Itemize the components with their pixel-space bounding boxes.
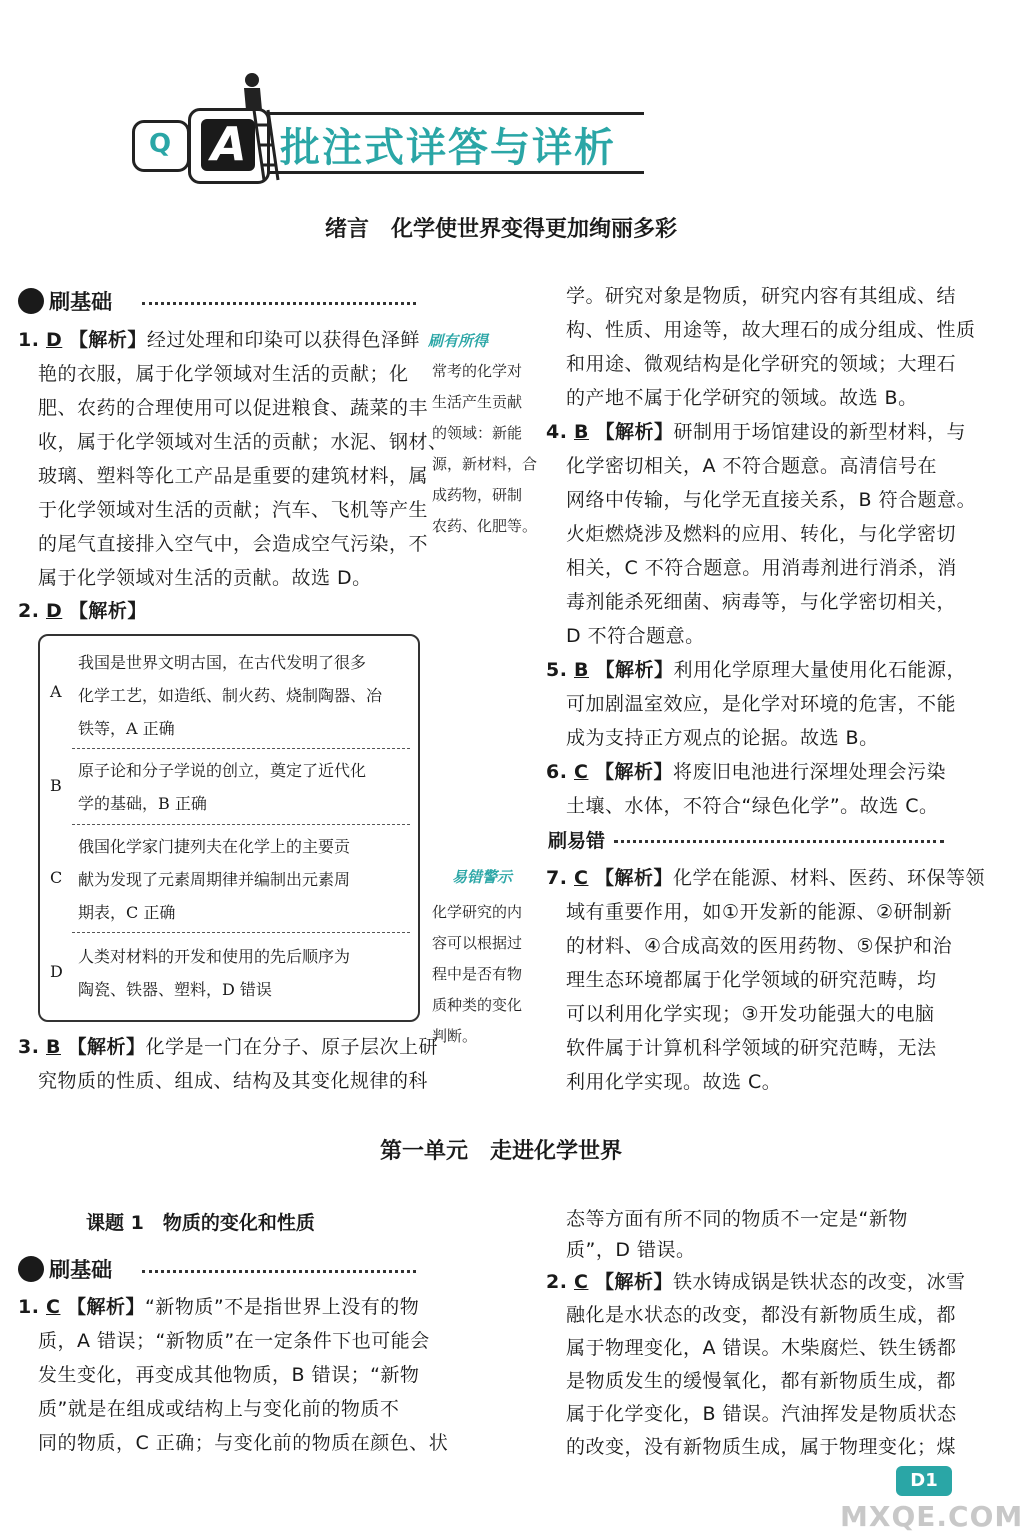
dotted-divider <box>142 302 416 305</box>
note-tip-title: 刷有所得 <box>428 332 489 350</box>
intro-q3-continued: 学。研究对象是物质，研究内容有其组成、结 <box>566 285 957 307</box>
intro-q7-first-line: 7. C 【解析】化学在能源、材料、医药、环保等领 <box>546 867 986 889</box>
analysis-table <box>38 634 420 1022</box>
unit1-q1-line: 质，A 错误；“新物质”在一定条件下也可能会 <box>38 1330 430 1352</box>
note-tip-line: 源，新材料，合 <box>432 455 538 473</box>
intro-q3-continued: 的产地不属于化学研究的领域。故选 B。 <box>566 387 918 409</box>
unit1-q1-first-line: 1. C 【解析】“新物质”不是指世界上没有的物 <box>18 1296 420 1318</box>
intro-q5-line: 成为支持正方观点的论据。故选 B。 <box>566 727 879 749</box>
intro-q5-first-line: 5. B 【解析】利用化学原理大量使用化石能源， <box>546 659 967 681</box>
intro-title: 绪言 化学使世界变得更加绚丽多彩 <box>324 217 677 242</box>
unit1-q2-line: 属于化学变化，B 错误。汽油挥发是物质状态 <box>566 1403 957 1425</box>
table-row-label: D <box>50 962 63 981</box>
intro-q3-line: 究物质的性质、组成、结构及其变化规律的科 <box>38 1070 429 1092</box>
intro-q1-first-line: 1. D 【解析】经过处理和印染可以获得色泽鲜 <box>18 329 420 351</box>
unit1-q1-continued: 态等方面有所不同的物质不一定是“新物 <box>566 1208 908 1230</box>
intro-q4-first-line: 4. B 【解析】研制用于场馆建设的新型材料，与 <box>546 421 967 443</box>
table-row-text: 俄国化学家门捷列夫在化学上的主要贡 <box>78 837 351 856</box>
unit1-q1-line: 质”就是在组成或结构上与变化前的物质不 <box>38 1398 400 1420</box>
section-label-mistakes: 刷易错 <box>548 830 606 852</box>
intro-q4-line: 火炬燃烧涉及燃料的应用、转化，与化学密切 <box>566 523 957 545</box>
intro-q3-continued: 和用途、微观结构是化学研究的领域；大理石 <box>566 353 957 375</box>
intro-q1-line: 收，属于化学领域对生活的贡献；水泥、钢材、 <box>38 431 448 453</box>
note-warning-title: 易错警示 <box>452 868 513 886</box>
note-warning-line: 质种类的变化 <box>432 996 523 1014</box>
unit1-q2-line: 的改变，没有新物质生成，属于物理变化；煤 <box>566 1436 957 1458</box>
header-banner <box>128 70 648 190</box>
section-label-basics: 刷基础 <box>18 1254 112 1284</box>
table-row-label: A <box>50 682 62 701</box>
q-bubble <box>132 120 190 172</box>
intro-q1-line: 的尾气直接排入空气中，会造成空气污染，不 <box>38 533 429 555</box>
unit1-q2-line: 是物质发生的缓慢氧化，都有新物质生成，都 <box>566 1370 957 1392</box>
unit1-q1-line: 发生变化，再变成其他物质，B 错误；“新物 <box>38 1364 420 1386</box>
intro-q1-line: 艳的衣服，属于化学领域对生活的贡献；化 <box>38 363 409 385</box>
intro-q1-line: 于化学领域对生活的贡献；汽车、飞机等产生 <box>38 499 429 521</box>
intro-q7-line: 理生态环境都属于化学领域的研究范畴，均 <box>566 969 937 991</box>
intro-q4-line: 相关，C 不符合题意。用消毒剂进行消杀，消 <box>566 557 957 579</box>
intro-q7-line: 利用化学实现。故选 C。 <box>566 1071 782 1093</box>
note-tip-line: 的领域：新能 <box>432 424 523 442</box>
table-row-label: B <box>50 776 62 795</box>
intro-q7-line: 的材料、④合成高效的医用药物、⑤保护和治 <box>566 935 953 957</box>
a-letter: A <box>211 117 247 171</box>
note-warning-line: 程中是否有物 <box>432 965 523 983</box>
page-number: D1 <box>896 1466 952 1496</box>
banner-title: 批注式详答与详析 <box>280 125 616 171</box>
dotted-divider <box>142 1270 416 1273</box>
table-row-text: 铁等，A 正确 <box>78 719 175 738</box>
intro-q7-line: 软件属于计算机科学领域的研究范畴，无法 <box>566 1037 937 1059</box>
unit-title: 第一单元 走进化学世界 <box>379 1139 622 1164</box>
table-row-divider <box>72 824 410 825</box>
intro-q6-first-line: 6. C 【解析】将废旧电池进行深埋处理会污染 <box>546 761 947 783</box>
table-row-text: 人类对材料的开发和使用的先后顺序为 <box>78 947 351 966</box>
intro-q7-line: 域有重要作用，如①开发新的能源、②研制新 <box>566 901 953 923</box>
table-row-text: 期表，C 正确 <box>78 903 176 922</box>
note-warning-line: 化学研究的内 <box>432 903 523 921</box>
table-row-text: 陶瓷、铁器、塑料，D 错误 <box>78 980 272 999</box>
unit1-q1-line: 同的物质，C 正确；与变化前的物质在颜色、状 <box>38 1432 449 1454</box>
unit1-q2-line: 融化是水状态的改变，都没有新物质生成，都 <box>566 1304 957 1326</box>
section-label-basics: 刷基础 <box>18 286 112 316</box>
note-tip-line: 农药、化肥等。 <box>432 517 538 535</box>
note-tip-line: 常考的化学对 <box>432 362 523 380</box>
intro-q4-line: D 不符合题意。 <box>566 625 705 647</box>
intro-q4-line: 网络中传输，与化学无直接关系，B 符合题意。 <box>566 489 977 511</box>
note-warning-line: 判断。 <box>432 1027 478 1045</box>
table-row-divider <box>72 748 410 749</box>
dotted-divider <box>614 840 944 843</box>
intro-q1-line: 玻璃、塑料等化工产品是重要的建筑材料，属 <box>38 465 429 487</box>
lesson-title: 课题 1 物质的变化和性质 <box>86 1212 315 1234</box>
intro-q3-first-line: 3. B 【解析】化学是一门在分子、原子层次上研 <box>18 1036 439 1058</box>
unit1-q2-line: 属于物理变化，A 错误。木柴腐烂、铁生锈都 <box>566 1337 957 1359</box>
intro-q2-heading: 2. D 【解析】 <box>18 600 147 622</box>
unit1-q1-continued: 质”，D 错误。 <box>566 1239 696 1261</box>
table-row-text: 我国是世界文明古国，在古代发明了很多 <box>78 653 367 672</box>
note-tip-line: 成药物，研制 <box>432 486 523 504</box>
note-warning-line: 容可以根据过 <box>432 934 523 952</box>
intro-q7-line: 可以利用化学实现；③开发功能强大的电脑 <box>566 1003 935 1025</box>
table-row-text: 化学工艺，如造纸、制火药、烧制陶器、冶 <box>78 686 383 705</box>
q-letter: Q <box>149 129 172 159</box>
intro-q6-line: 土壤、水体，不符合“绿色化学”。故选 C。 <box>566 795 939 817</box>
table-row-text: 学的基础，B 正确 <box>78 794 207 813</box>
watermark: MXQE.COM <box>840 1500 1023 1533</box>
table-row-text: 献为发现了元素周期律并编制出元素周 <box>78 870 351 889</box>
intro-q3-continued: 构、性质、用途等，故大理石的成分组成、性质 <box>566 319 976 341</box>
brush-icon <box>18 1256 44 1282</box>
table-row-text: 原子论和分子学说的创立，奠定了近代化 <box>78 761 367 780</box>
note-tip-line: 生活产生贡献 <box>432 393 523 411</box>
intro-q1-line: 属于化学领域对生活的贡献。故选 D。 <box>38 567 372 589</box>
intro-q5-line: 可加剧温室效应，是化学对环境的危害，不能 <box>566 693 957 715</box>
intro-q4-line: 化学密切相关，A 不符合题意。高清信号在 <box>566 455 938 477</box>
table-row-label: C <box>50 868 63 887</box>
intro-q4-line: 毒剂能杀死细菌、病毒等，与化学密切相关， <box>566 591 957 613</box>
unit1-q2-first-line: 2. C 【解析】铁水铸成锅是铁状态的改变，冰雪 <box>546 1271 966 1293</box>
table-row-divider <box>72 932 410 933</box>
intro-q1-line: 肥、农药的合理使用可以促进粮食、蔬菜的丰 <box>38 397 429 419</box>
brush-icon <box>18 288 44 314</box>
